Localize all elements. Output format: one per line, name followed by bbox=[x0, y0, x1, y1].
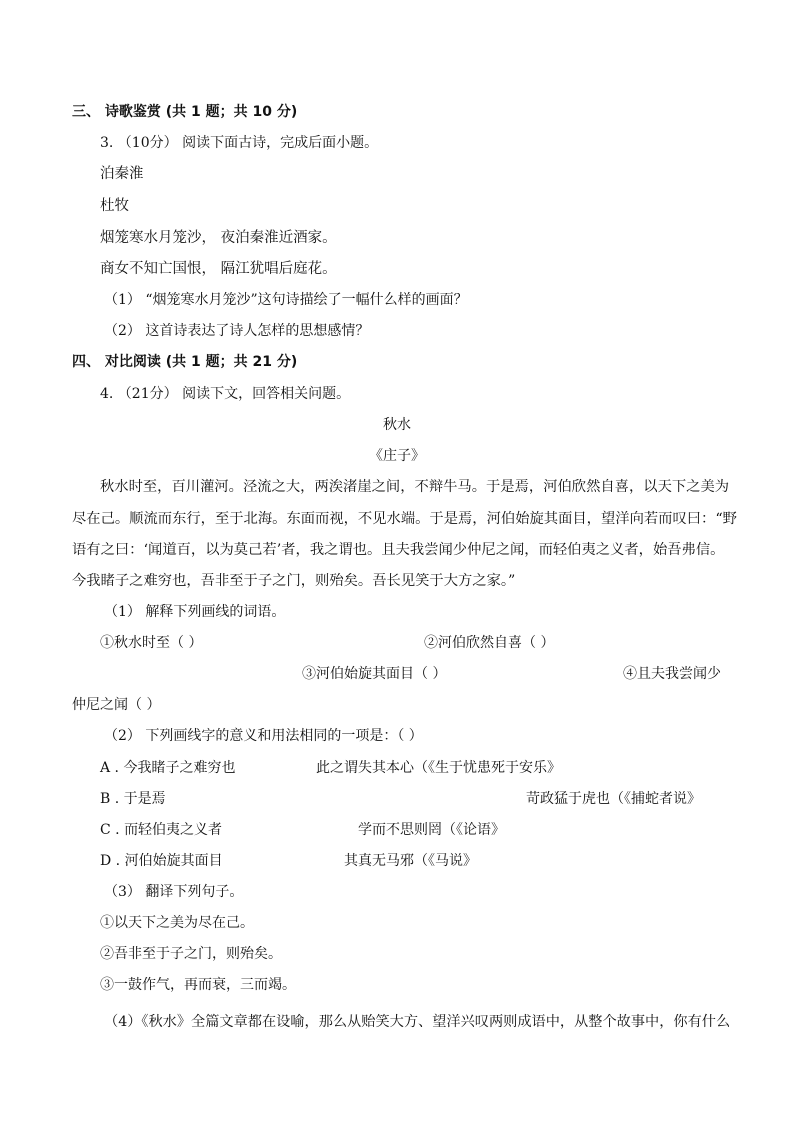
q4-sub4-label: （4）《秋水》全篇文章都在设喻，那么从贻笑大方、望洋兴叹两则成语中，从整个故事中，你有什么 bbox=[104, 1014, 731, 1030]
q4-option-b-right: 苛政猛于虎也（《捕蛇者说》 bbox=[526, 791, 701, 807]
q4-option-d-right: 其真无马邪（《马说》 bbox=[344, 853, 477, 869]
q4-option-c-right: 学而不思则罔（《论语》 bbox=[358, 822, 505, 838]
question3-sub1: （1） “烟笼寒水月笼沙”这句诗描绘了一幅什么样的画面？ bbox=[104, 292, 468, 308]
q4-sub3-sentence3: ③一鼓作气，再而衰，三而竭。 bbox=[100, 977, 296, 993]
text-title: 秋水 bbox=[383, 417, 411, 433]
passage-line: 语有之曰：‘闻道百，以为莫己若’者，我之谓也。且夫我尝闻少仲尼之闻，而轻伯夷之义者，始吾弗信。 bbox=[72, 542, 725, 558]
section4-heading: 四、 对比阅读 (共 1 题；共 21 分) bbox=[72, 354, 298, 370]
q4-option-a-right: 此之谓失其本心（《生于忧患死于安乐》 bbox=[316, 760, 561, 776]
q4-sub1-item1: ①秋水时至（ ） bbox=[100, 635, 203, 651]
q4-option-a-left: A . 今我睹子之难穷也 bbox=[100, 760, 236, 776]
poem-line-1: 烟笼寒水月笼沙， 夜泊秦淮近酒家。 bbox=[100, 230, 337, 246]
q4-sub3-label: （3） 翻译下列句子。 bbox=[104, 884, 244, 900]
question3-sub2: （2） 这首诗表达了诗人怎样的思想感情？ bbox=[104, 323, 370, 339]
q4-option-d-left: D . 河伯始旋其面目 bbox=[100, 853, 223, 869]
q4-sub1-item3: ③河伯始旋其面目（ ） bbox=[302, 666, 447, 682]
q4-sub1-item4-part2: 仲尼之闻（ ） bbox=[72, 697, 161, 713]
q4-sub1-label: （1） 解释下列画线的词语。 bbox=[104, 604, 286, 620]
section3-heading: 三、 诗歌鉴赏 (共 1 题；共 10 分) bbox=[72, 104, 298, 120]
q4-sub1-item4-part1: ④且夫我尝闻少 bbox=[623, 666, 721, 682]
poem-author: 杜牧 bbox=[100, 198, 129, 214]
q4-sub3-sentence1: ①以天下之美为尽在己。 bbox=[100, 915, 254, 931]
question4-prompt: 4. （21分） 阅读下文，回答相关问题。 bbox=[100, 386, 351, 402]
poem-line-2: 商女不知亡国恨， 隔江犹唱后庭花。 bbox=[100, 261, 337, 277]
q4-sub3-sentence2: ②吾非至于子之门，则殆矣。 bbox=[100, 946, 282, 962]
passage-line: 今我睹子之难穷也，吾非至于子之门，则殆矣。吾长见笑于大方之家。” bbox=[72, 573, 516, 589]
passage-line: 尽在己。顺流而东行，至于北海。东面而视，不见水端。于是焉，河伯始旋其面目，望洋向若而叹曰：“野 bbox=[72, 511, 737, 527]
question3-prompt: 3. （10分） 阅读下面古诗，完成后面小题。 bbox=[100, 135, 379, 151]
passage-line: 秋水时至，百川灌河。泾流之大，两涘渚崖之间，不辩牛马。于是焉，河伯欣然自喜，以天下之美为 bbox=[100, 479, 730, 495]
q4-sub2-label: （2） 下列画线字的意义和用法相同的一项是：（ ） bbox=[104, 728, 423, 744]
poem-title: 泊秦淮 bbox=[100, 166, 144, 182]
q4-sub1-item2: ②河伯欣然自喜（ ） bbox=[424, 635, 555, 651]
q4-option-b-left: B . 于是焉 bbox=[100, 791, 166, 807]
q4-option-c-left: C . 而轻伯夷之义者 bbox=[100, 822, 223, 838]
text-source: 《庄子》 bbox=[369, 448, 425, 464]
